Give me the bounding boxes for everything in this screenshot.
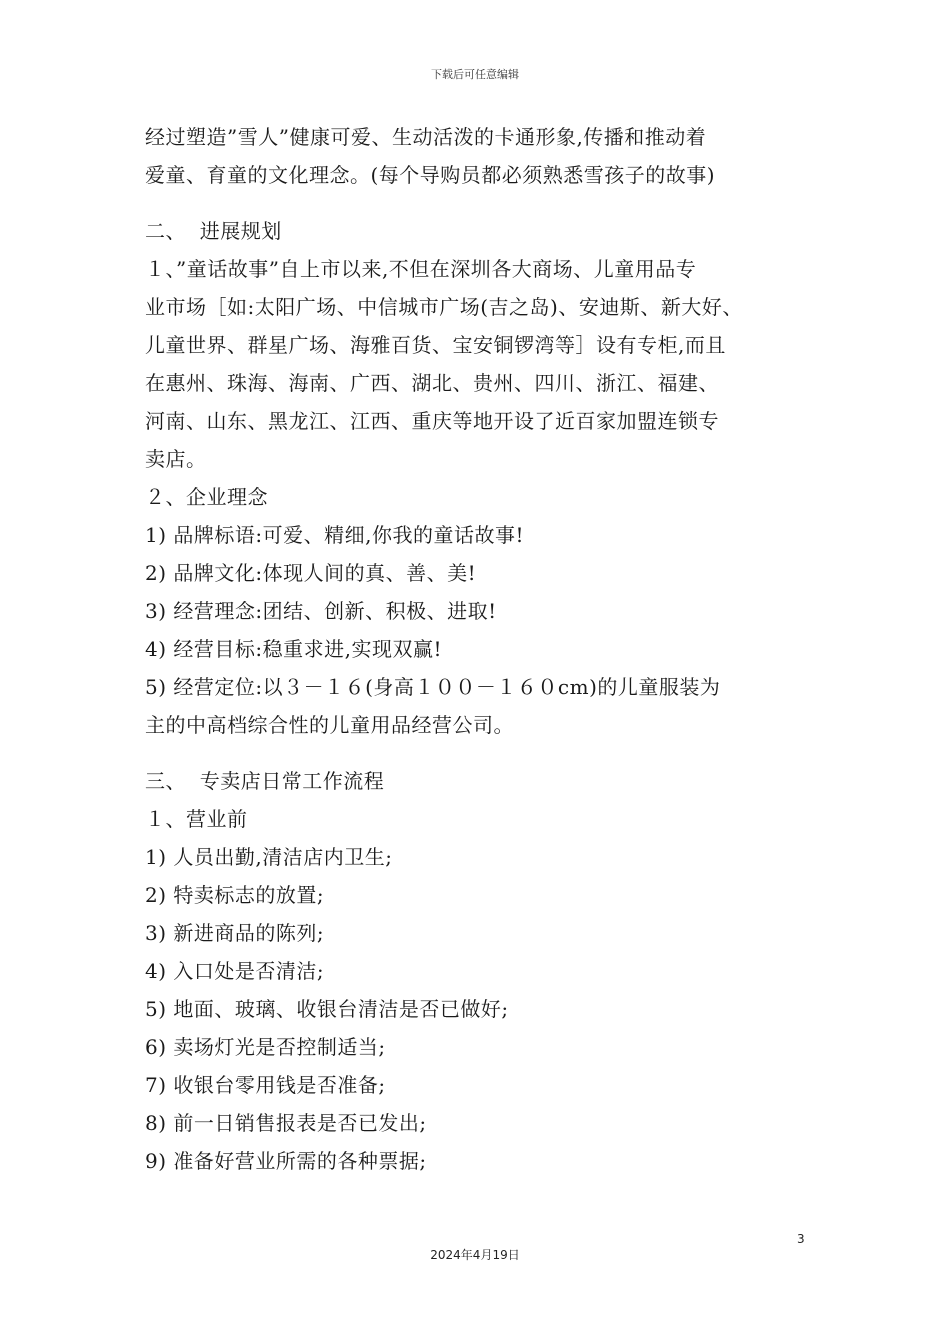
list-item: 4) 入口处是否清洁; (145, 959, 325, 983)
list-item: 5) 地面、玻璃、收银台清洁是否已做好; (145, 997, 509, 1021)
paragraph-line: 卖店。 (145, 447, 207, 471)
intro-line: 爱童、育童的文化理念。(每个导购员都必须熟悉雪孩子的故事) (145, 163, 716, 187)
list-item: 4) 经营目标:稳重求进,实现双赢! (145, 637, 443, 661)
subheading-concept: ２、企业理念 (145, 485, 268, 509)
list-item: 9) 准备好营业所需的各种票据; (145, 1149, 427, 1173)
intro-line: 经过塑造”雪人”健康可爱、生动活泼的卡通形象,传播和推动着 (145, 125, 707, 149)
section-heading-workflow: 三、 专卖店日常工作流程 (145, 769, 385, 793)
document-body (145, 118, 825, 1180)
section-heading-plan: 二、 进展规划 (145, 219, 282, 243)
paragraph-line: 业市场［如:太阳广场、中信城市广场(吉之岛)、安迪斯、新大好、 (145, 295, 743, 319)
page-number: 3 (797, 1232, 805, 1246)
paragraph-line: １、”童话故事”自上市以来,不但在深圳各大商场、儿童用品专 (145, 257, 697, 281)
list-item: 1) 人员出勤,清洁店内卫生; (145, 845, 393, 869)
list-item: 3) 经营理念:团结、创新、积极、进取! (145, 599, 497, 623)
list-item: 7) 收银台零用钱是否准备; (145, 1073, 386, 1097)
paragraph-line: 在惠州、珠海、海南、广西、湖北、贵州、四川、浙江、福建、 (145, 371, 719, 395)
list-item: 2) 品牌文化:体现人间的真、善、美! (145, 561, 477, 585)
paragraph-line: 河南、山东、黑龙江、江西、重庆等地开设了近百家加盟连锁专 (145, 409, 719, 433)
list-item-continuation: 主的中高档综合性的儿童用品经营公司。 (145, 713, 514, 737)
list-item: 5) 经营定位:以３－１６(身高１００－１６０cm)的儿童服装为 (145, 675, 721, 699)
list-item: 6) 卖场灯光是否控制适当; (145, 1035, 386, 1059)
list-item: 3) 新进商品的陈列; (145, 921, 325, 945)
list-item: 8) 前一日销售报表是否已发出; (145, 1111, 427, 1135)
list-item: 1) 品牌标语:可爱、精细,你我的童话故事! (145, 523, 525, 547)
page-footer-date: 2024年4月19日 (430, 1248, 520, 1262)
page-header: 下载后可任意编辑 (431, 68, 519, 81)
subheading-before-opening: １、营业前 (145, 807, 248, 831)
list-item: 2) 特卖标志的放置; (145, 883, 325, 907)
paragraph-line: 儿童世界、群星广场、海雅百货、宝安铜锣湾等］设有专柜,而且 (145, 333, 726, 357)
